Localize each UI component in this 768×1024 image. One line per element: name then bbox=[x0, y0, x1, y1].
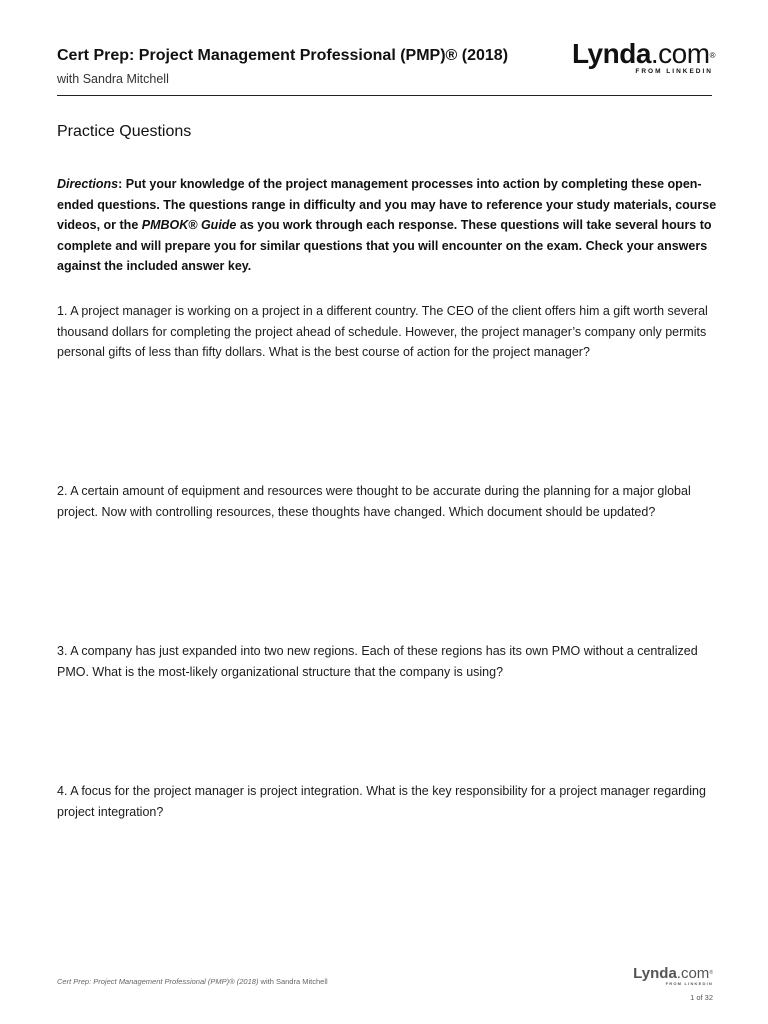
logo-registered-mark: ® bbox=[709, 51, 715, 60]
directions-text-2: as you work through each response. These questions will take several hours to complete and will prepare you for similar questions that you will encounter on the exam. Check your answers against the included answer key. bbox=[57, 218, 712, 273]
footer-author: with Sandra Mitchell bbox=[258, 977, 328, 986]
footer-logo-tagline: FROM LINKEDIN bbox=[665, 981, 713, 986]
footer-lynda-logo bbox=[633, 966, 713, 986]
page-number: 1 of 32 bbox=[690, 993, 713, 1002]
section-title: Practice Questions bbox=[57, 123, 192, 140]
logo-brand-rest: .com bbox=[650, 38, 710, 69]
directions-paragraph bbox=[57, 174, 717, 277]
header-divider bbox=[57, 95, 712, 96]
question-3: 3. A company has just expanded into two new regions. Each of these regions has its own PMO without a centralized PMO. What is the most-likely organizational structure that the company is using? bbox=[57, 644, 698, 679]
question-2: 2. A certain amount of equipment and resources were thought to be accurate during the planning for a major global project. Now with controlling resources, these thoughts have changed. Which document should be updated? bbox=[57, 484, 691, 519]
footer-logo-brand-bold: Lynda bbox=[633, 965, 677, 982]
footer-course-title: Cert Prep: Project Management Professional (PMP)® (2018) bbox=[57, 977, 259, 986]
footer-logo-brand-rest: .com bbox=[676, 965, 710, 982]
directions-text-1: : Put your knowledge of the project management processes into action by completing these open-ended questions. The questions range in difficulty and you may have to reference your study materials, course videos, or the bbox=[57, 177, 717, 232]
logo-tagline: FROM LINKEDIN bbox=[635, 68, 713, 75]
question-1: 1. A project manager is working on a project in a different country. The CEO of the client offers him a gift worth several thousand dollars for completing the project ahead of schedule. However, the project manager’s company only permits personal gifts of less than fifty dollars. What is the best course of action for the project manager? bbox=[57, 304, 708, 359]
question-4: 4. A focus for the project manager is project integration. What is the key responsibility for a project manager regarding project integration? bbox=[57, 784, 706, 819]
lynda-logo bbox=[572, 40, 715, 75]
document-title: Cert Prep: Project Management Professional (PMP)® (2018) bbox=[57, 47, 509, 64]
footer-course-credit bbox=[57, 977, 328, 986]
footer-logo-registered-mark: ® bbox=[709, 970, 713, 976]
pmbok-guide-title: PMBOK® Guide bbox=[141, 218, 237, 232]
logo-brand-bold: Lynda bbox=[571, 38, 651, 69]
document-subtitle: with Sandra Mitchell bbox=[57, 72, 169, 86]
directions-label: Directions bbox=[57, 177, 119, 191]
